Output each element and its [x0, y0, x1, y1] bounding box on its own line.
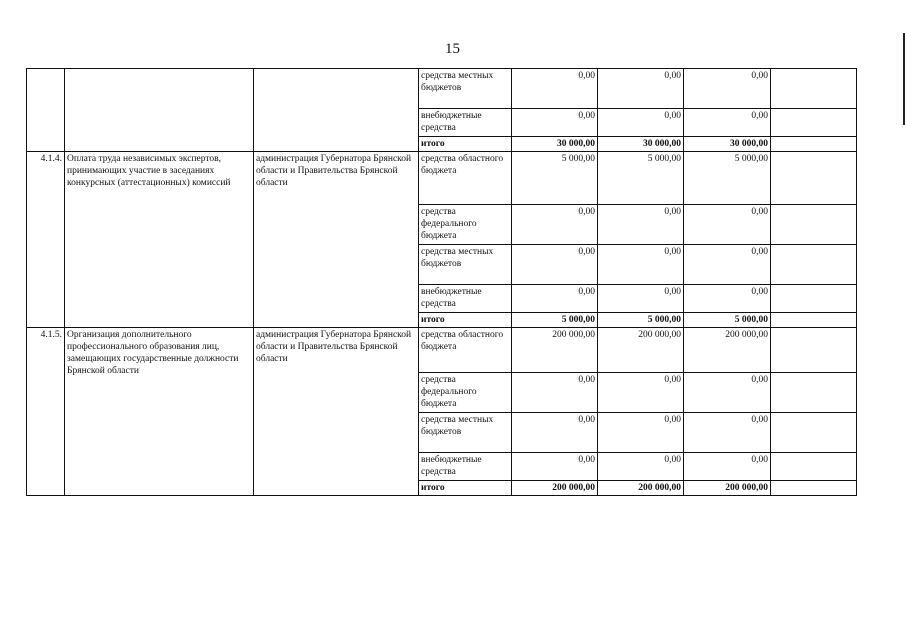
amount-cell: 0,00 [684, 69, 771, 109]
amount-cell: 5 000,00 [598, 152, 684, 205]
empty-cell [771, 453, 857, 481]
amount-cell: 30 000,00 [512, 137, 598, 152]
funding-source-cell: средства федерального бюджета [419, 373, 512, 413]
amount-cell: 0,00 [512, 285, 598, 313]
empty-cell [771, 152, 857, 205]
amount-cell: 0,00 [684, 413, 771, 453]
total-label-cell: итого [419, 313, 512, 328]
funding-source-cell: внебюджетные средства [419, 453, 512, 481]
empty-cell [771, 109, 857, 137]
amount-cell: 0,00 [684, 453, 771, 481]
executor-cell: администрация Губернатора Брянской области и Правительства Брянской области [254, 328, 419, 496]
empty-cell [771, 137, 857, 152]
amount-cell: 0,00 [684, 373, 771, 413]
amount-cell: 0,00 [598, 413, 684, 453]
amount-cell: 30 000,00 [598, 137, 684, 152]
activity-name-cell: Оплата труда независимых экспертов, принимающих участие в заседаниях конкурсных (аттестационных) комиссий [65, 152, 254, 328]
amount-cell: 200 000,00 [512, 481, 598, 496]
funding-source-cell: внебюджетные средства [419, 109, 512, 137]
empty-cell [771, 328, 857, 373]
empty-cell [771, 413, 857, 453]
empty-cell [771, 69, 857, 109]
amount-cell: 0,00 [684, 109, 771, 137]
amount-cell: 0,00 [598, 373, 684, 413]
amount-cell: 0,00 [512, 245, 598, 285]
table-row [27, 152, 857, 205]
amount-cell: 0,00 [512, 373, 598, 413]
amount-cell: 200 000,00 [598, 481, 684, 496]
amount-cell: 0,00 [598, 69, 684, 109]
amount-cell: 0,00 [598, 245, 684, 285]
activity-name-cell: Организация дополнительного профессионального образования лиц, замещающих государственные должности Брянской области [65, 328, 254, 496]
activity-code-cell [27, 69, 65, 152]
amount-cell: 200 000,00 [598, 328, 684, 373]
total-label-cell: итого [419, 137, 512, 152]
activity-code-cell: 4.1.4. [27, 152, 65, 328]
activity-name-cell [65, 69, 254, 152]
amount-cell: 200 000,00 [684, 481, 771, 496]
amount-cell: 0,00 [684, 245, 771, 285]
empty-cell [771, 285, 857, 313]
amount-cell: 5 000,00 [684, 313, 771, 328]
activity-code-cell: 4.1.5. [27, 328, 65, 496]
executor-cell [254, 69, 419, 152]
amount-cell: 200 000,00 [684, 328, 771, 373]
amount-cell: 0,00 [684, 285, 771, 313]
table-row [27, 69, 857, 109]
amount-cell: 0,00 [512, 69, 598, 109]
table-row [27, 328, 857, 373]
amount-cell: 0,00 [684, 205, 771, 245]
amount-cell: 5 000,00 [512, 152, 598, 205]
page-number: 15 [445, 41, 460, 57]
empty-cell [771, 313, 857, 328]
amount-cell: 0,00 [598, 285, 684, 313]
amount-cell: 0,00 [598, 453, 684, 481]
amount-cell: 0,00 [512, 205, 598, 245]
budget-table-body [27, 69, 857, 496]
amount-cell: 0,00 [598, 109, 684, 137]
empty-cell [771, 205, 857, 245]
amount-cell: 5 000,00 [512, 313, 598, 328]
amount-cell: 0,00 [512, 413, 598, 453]
amount-cell: 30 000,00 [684, 137, 771, 152]
funding-source-cell: средства областного бюджета [419, 328, 512, 373]
amount-cell: 0,00 [512, 109, 598, 137]
total-label-cell: итого [419, 481, 512, 496]
amount-cell: 5 000,00 [684, 152, 771, 205]
budget-table [26, 68, 857, 496]
amount-cell: 5 000,00 [598, 313, 684, 328]
funding-source-cell: средства федерального бюджета [419, 205, 512, 245]
empty-cell [771, 245, 857, 285]
amount-cell: 0,00 [512, 453, 598, 481]
funding-source-cell: средства местных бюджетов [419, 413, 512, 453]
funding-source-cell: средства областного бюджета [419, 152, 512, 205]
amount-cell: 200 000,00 [512, 328, 598, 373]
empty-cell [771, 373, 857, 413]
executor-cell: администрация Губернатора Брянской области и Правительства Брянской области [254, 152, 419, 328]
amount-cell: 0,00 [598, 205, 684, 245]
empty-cell [771, 481, 857, 496]
funding-source-cell: средства местных бюджетов [419, 69, 512, 109]
funding-source-cell: внебюджетные средства [419, 285, 512, 313]
funding-source-cell: средства местных бюджетов [419, 245, 512, 285]
